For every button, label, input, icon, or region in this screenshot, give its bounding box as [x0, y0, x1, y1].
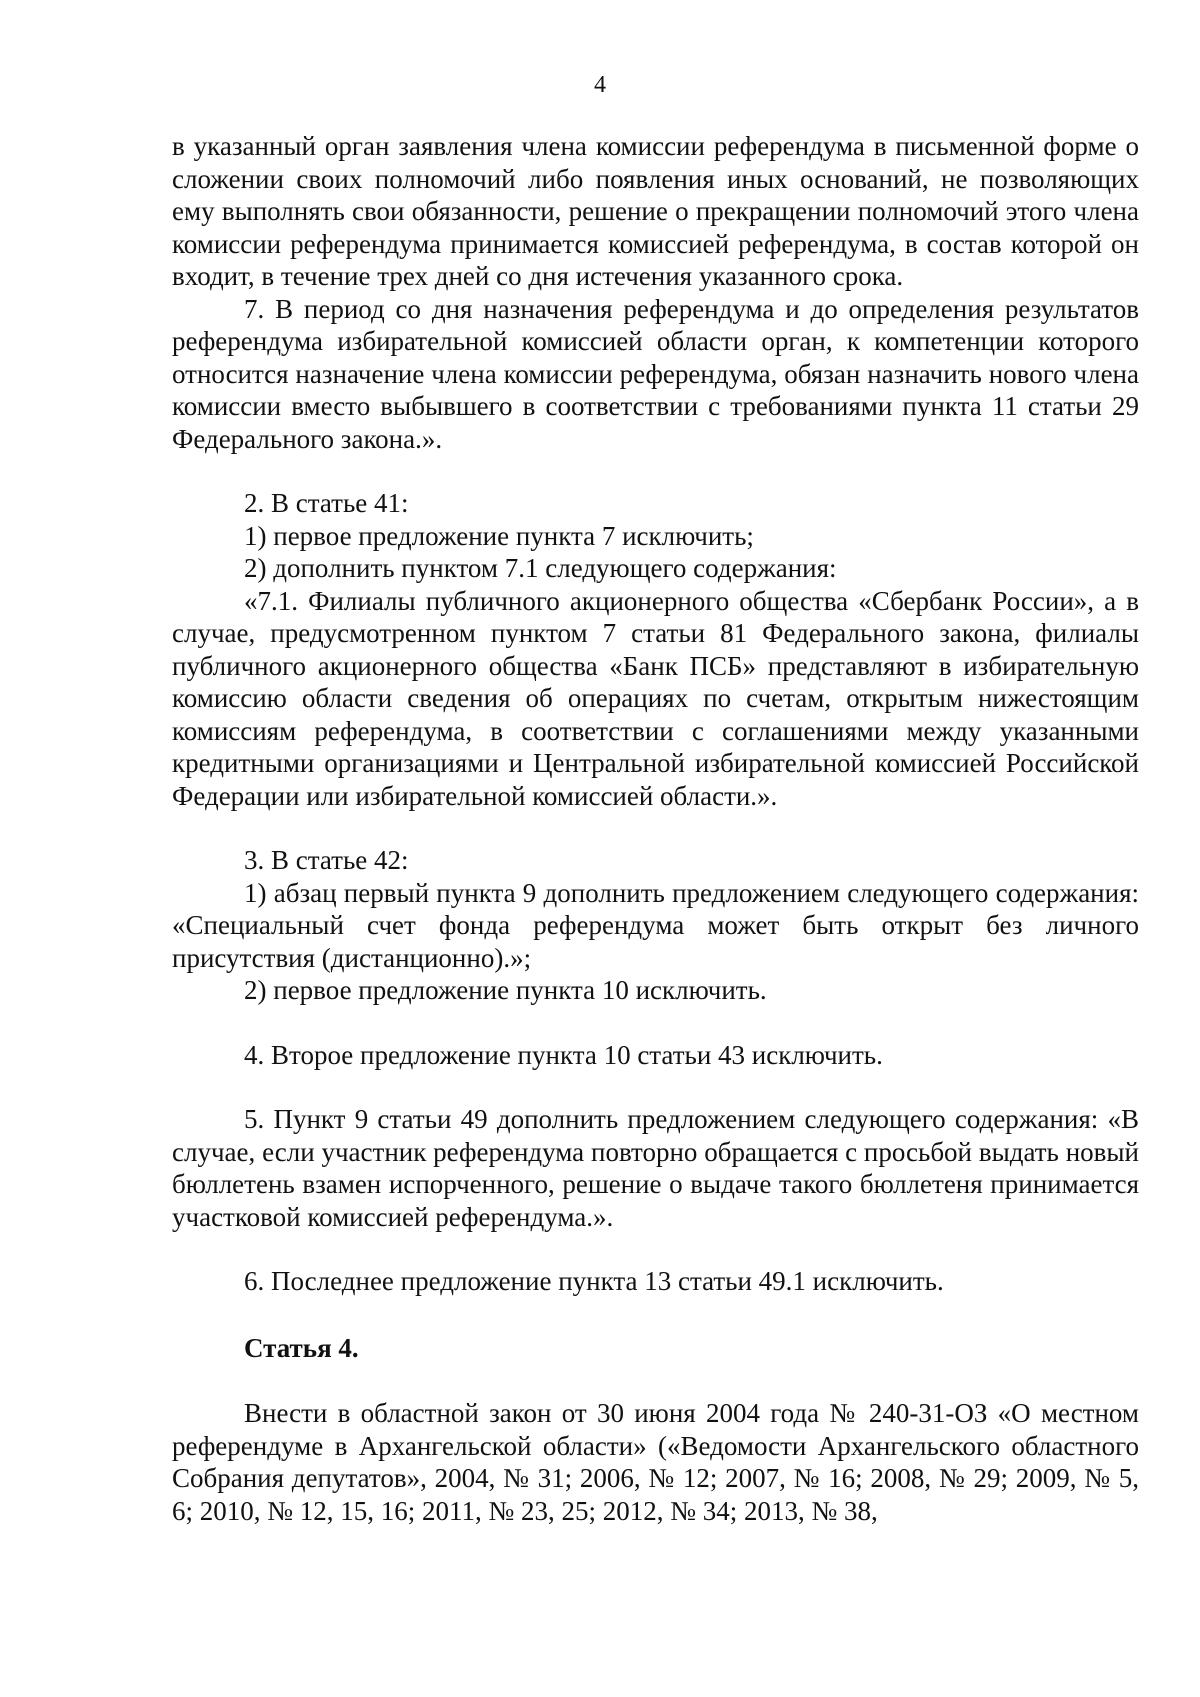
paragraph-item-7: 7. В период со дня назначения референдума и до определения результатов референдума избирательной комиссией области орган, к компетенции которого относится назначение члена комиссии референдума, обязан назначить нового члена комиссии вместо выбывшего в соответствии с требованиями пункта 11 статьи 29 Федерального закона.». [172, 293, 1139, 454]
paragraph-item-7-1: «7.1. Филиалы публичного акционерного общества «Сбербанк России», а в случае, предусмотренном пунктом 7 статьи 81 Федерального закона, филиалы публичного акционерного общества «Банк ПСБ» представляют в избирательную комиссию области сведения об операциях по счетам, открытым нижестоящим комиссиям референдума, в соответствии с соглашениями между указанными кредитными организациями и Центральной избирательной комиссией Российской Федерации или избирательной комиссией области.». [172, 585, 1139, 811]
paragraph-continuation: в указанный орган заявления члена комиссии референдума в письменной форме о сложении своих полномочий либо появления иных оснований, не позволяющих ему выполнять свои обязанности, решение о прекращении полномочий этого члена комиссии референдума принимается комиссией референдума, в состав которой он входит, в течение трех дней со дня истечения указанного срока. [172, 131, 1139, 291]
paragraph-article-42-sub-2: 2) первое предложение пункта 10 исключить. [244, 975, 767, 1005]
paragraph-article-49: 5. Пункт 9 статьи 49 дополнить предложением следующего содержания: «В случае, если участник референдума повторно обращается с просьбой выдать новый бюллетень взамен испорченного, решение о выдаче такого бюллетеня принимается участковой комиссией референдума.». [172, 1104, 1139, 1232]
document-body [172, 130, 1139, 1527]
section-heading-article-4: Статья 4. [244, 1332, 359, 1363]
paragraph-article-42-sub-1: 1) абзац первый пункта 9 дополнить предложением следующего содержания: «Специальный счет фонда референдума может быть открыт без личного присутствия (дистанционно).»; [172, 877, 1139, 973]
paragraph-article-43: 4. Второе предложение пункта 10 статьи 43 исключить. [244, 1039, 883, 1070]
page-number: 4 [594, 72, 606, 98]
paragraph-article-41: 2. В статье 41: [244, 488, 409, 518]
paragraph-article-42: 3. В статье 42: [244, 845, 409, 875]
paragraph-article-41-sub-1: 1) первое предложение пункта 7 исключить; [244, 520, 754, 551]
paragraph-article-41-sub-2: 2) дополнить пунктом 7.1 следующего содержания: [244, 553, 837, 583]
paragraph-article-4-body: Внести в областной закон от 30 июня 2004 года № 240-31-ОЗ «О местном референдуме в Архангельской области» («Ведомости Архангельского областного Собрания депутатов», 2004, № 31; 2006, № 12; 2007, № 16; 2008, № 29; 2009, № 5, 6; 2010, № 12, 15, 16; 2011, № 23, 25; 2012, № 34; 2013, № 38, [172, 1398, 1139, 1526]
paragraph-article-49-1: 6. Последнее предложение пункта 13 статьи 49.1 исключить. [244, 1266, 944, 1296]
